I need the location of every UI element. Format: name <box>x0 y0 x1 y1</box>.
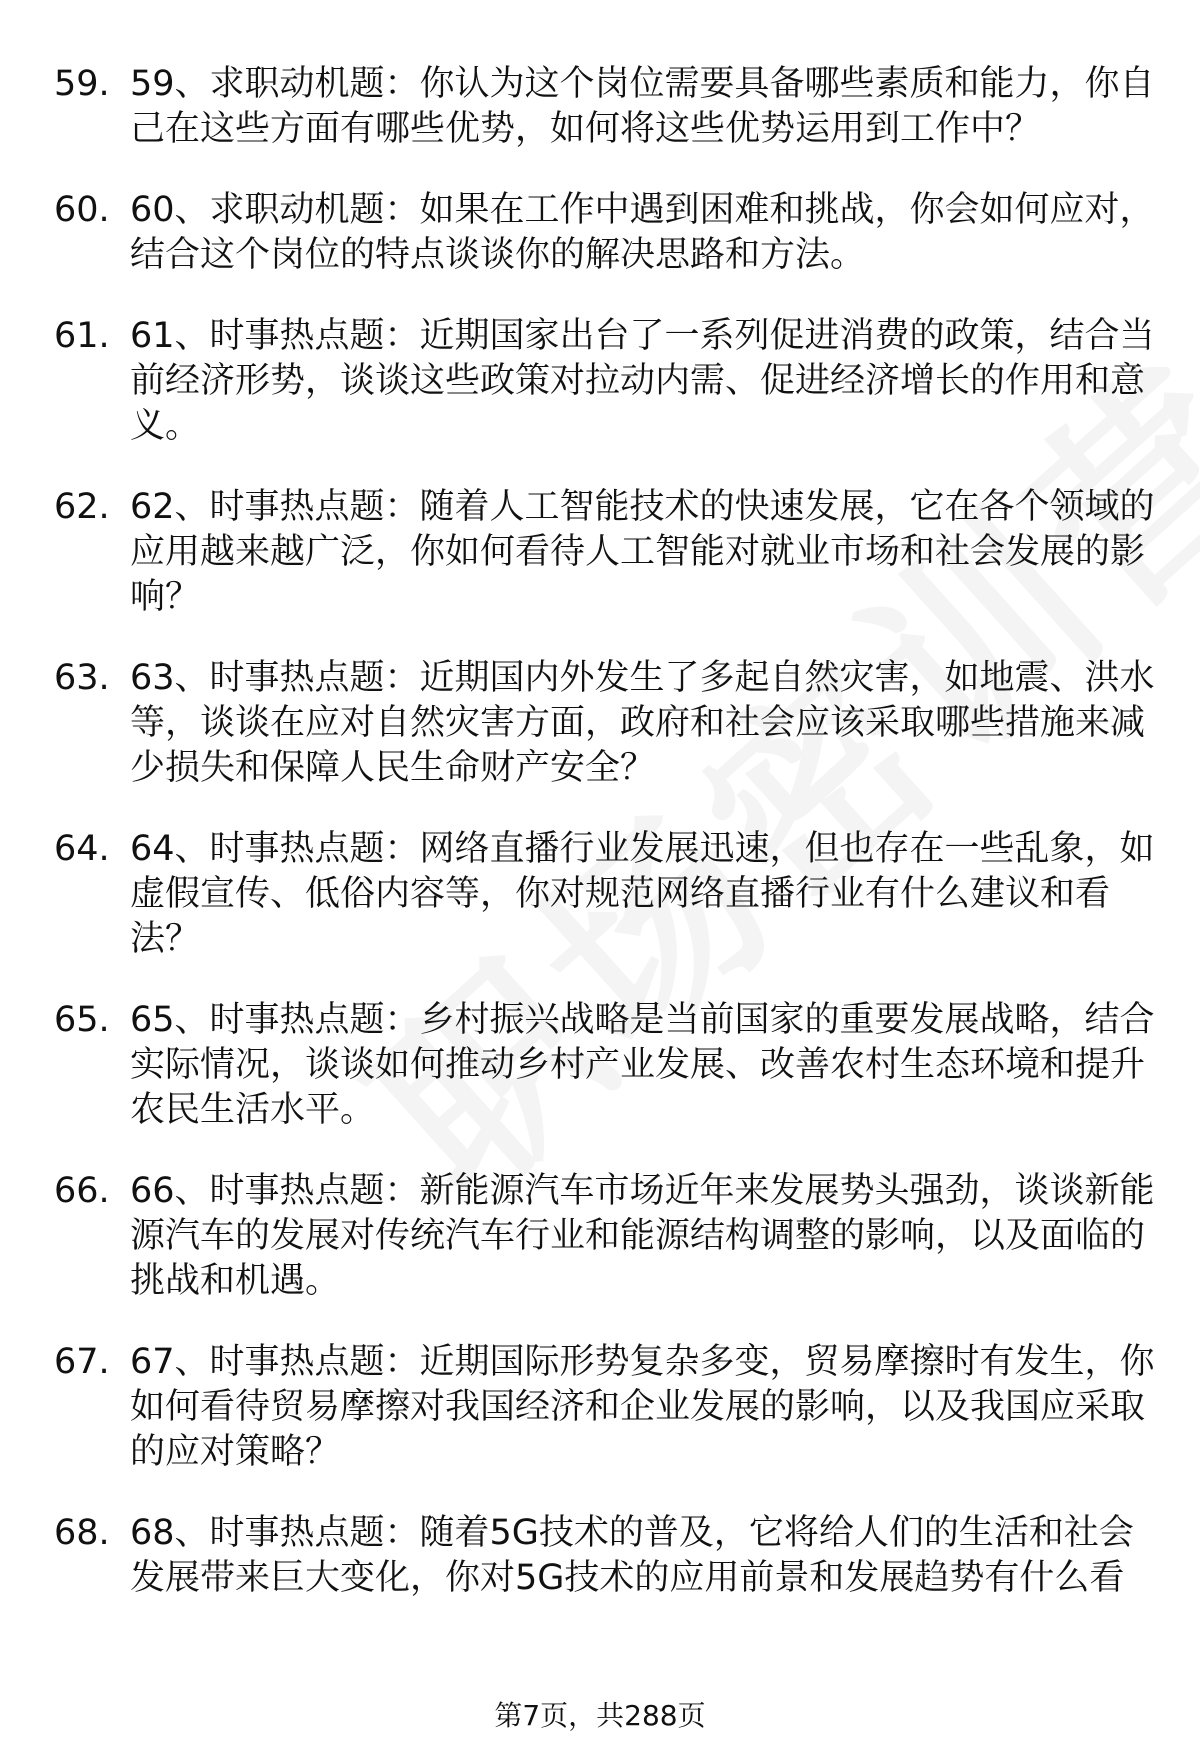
question-item <box>0 656 1200 791</box>
question-item <box>0 1511 1200 1601</box>
question-text: 66、时事热点题：新能源汽车市场近年来发展势头强劲，谈谈新能源汽车的发展对传统汽车行业和能源结构调整的影响，以及面临的挑战和机遇。 <box>130 1171 1155 1301</box>
question-list <box>0 62 1200 1637</box>
question-number: 66. <box>54 1171 110 1211</box>
question-item <box>0 1340 1200 1475</box>
question-item <box>0 188 1200 278</box>
question-number: 62. <box>54 487 110 527</box>
question-text: 63、时事热点题：近期国内外发生了多起自然灾害，如地震、洪水等，谈谈在应对自然灾害方面，政府和社会应该采取哪些措施来减少损失和保障人民生命财产安全？ <box>130 658 1155 788</box>
page-number-label: 第7页，共288页 <box>494 1699 706 1732</box>
question-number: 63. <box>54 658 110 698</box>
question-text: 59、求职动机题：你认为这个岗位需要具备哪些素质和能力，你自己在这些方面有哪些优势，如何将这些优势运用到工作中？ <box>130 64 1155 149</box>
question-number: 61. <box>54 316 110 356</box>
question-number: 65. <box>54 1000 110 1040</box>
question-text: 67、时事热点题：近期国际形势复杂多变，贸易摩擦时有发生，你如何看待贸易摩擦对我国经济和企业发展的影响，以及我国应采取的应对策略？ <box>130 1342 1155 1472</box>
page-footer <box>0 1699 1200 1733</box>
question-text: 64、时事热点题：网络直播行业发展迅速，但也存在一些乱象，如虚假宣传、低俗内容等，你对规范网络直播行业有什么建议和看法？ <box>130 829 1155 959</box>
question-text: 68、时事热点题：随着5G技术的普及，它将给人们的生活和社会发展带来巨大变化，你对5G技术的应用前景和发展趋势有什么看 <box>130 1513 1134 1598</box>
question-number: 68. <box>54 1513 110 1553</box>
question-number: 59. <box>54 64 110 104</box>
question-item <box>0 998 1200 1133</box>
question-item <box>0 485 1200 620</box>
question-number: 67. <box>54 1342 110 1382</box>
question-item <box>0 1169 1200 1304</box>
question-text: 60、求职动机题：如果在工作中遇到困难和挑战，你会如何应对，结合这个岗位的特点谈谈你的解决思路和方法。 <box>130 190 1155 275</box>
question-text: 61、时事热点题：近期国家出台了一系列促进消费的政策，结合当前经济形势，谈谈这些政策对拉动内需、促进经济增长的作用和意义。 <box>130 316 1155 446</box>
question-item <box>0 62 1200 152</box>
question-text: 65、时事热点题：乡村振兴战略是当前国家的重要发展战略，结合实际情况，谈谈如何推动乡村产业发展、改善农村生态环境和提升农民生活水平。 <box>130 1000 1155 1130</box>
question-text: 62、时事热点题：随着人工智能技术的快速发展，它在各个领域的应用越来越广泛，你如何看待人工智能对就业市场和社会发展的影响？ <box>130 487 1155 617</box>
question-number: 60. <box>54 190 110 230</box>
question-number: 64. <box>54 829 110 869</box>
question-item <box>0 314 1200 449</box>
question-item <box>0 827 1200 962</box>
